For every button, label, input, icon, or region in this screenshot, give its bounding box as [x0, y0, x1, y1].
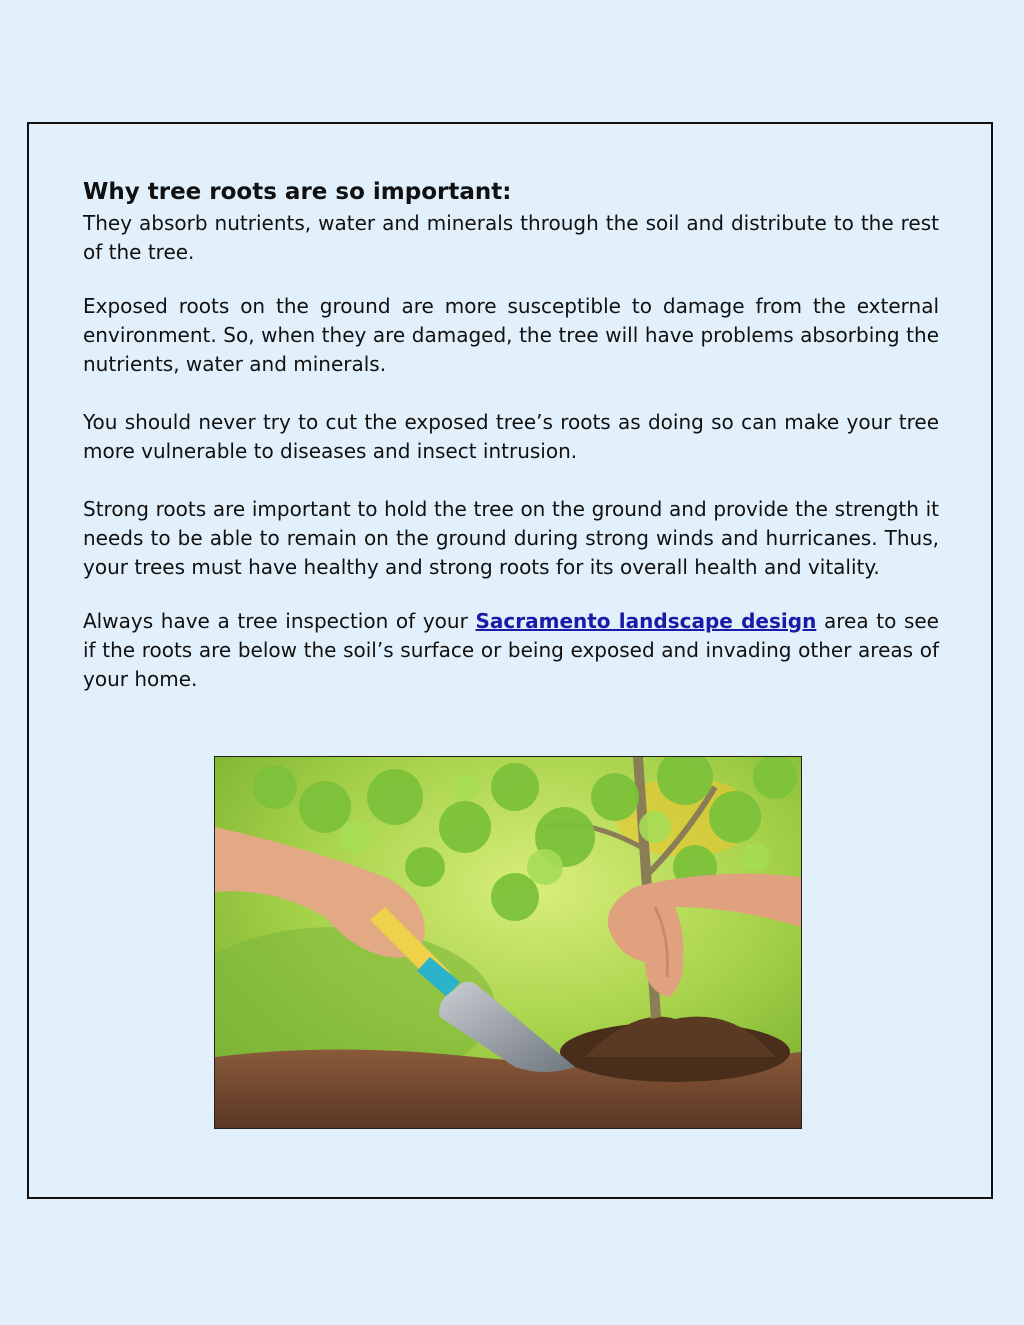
- tree-planting-photo: [214, 756, 802, 1129]
- inspection-text-before: Always have a tree inspection of your: [83, 609, 476, 633]
- tree-planting-illustration: [215, 757, 801, 1128]
- section-heading: Why tree roots are so important:: [83, 179, 512, 205]
- article-body: [83, 175, 939, 694]
- paragraph-nutrients: They absorb nutrients, water and minerals through the soil and distribute to the rest of the tree.: [83, 211, 939, 264]
- paragraph-inspection: [83, 607, 939, 694]
- inspection-text-after: area to see if the roots are below the soil’s surface or being exposed and invading other areas of your home.: [83, 609, 939, 691]
- paragraph-exposed-roots: Exposed roots on the ground are more susceptible to damage from the external environment. So, when they are damaged, the tree will have problems absorbing the nutrients, water and minerals.: [83, 294, 939, 376]
- paragraph-do-not-cut: You should never try to cut the exposed tree’s roots as doing so can make your tree more vulnerable to diseases and insect intrusion.: [83, 410, 939, 463]
- paragraph-strong-roots: Strong roots are important to hold the tree on the ground and provide the strength it needs to be able to remain on the ground during strong winds and hurricanes. Thus, your trees must have healthy and strong roots for its overall health and vitality.: [83, 497, 939, 579]
- sacramento-landscape-design-link[interactable]: Sacramento landscape design: [475, 609, 817, 633]
